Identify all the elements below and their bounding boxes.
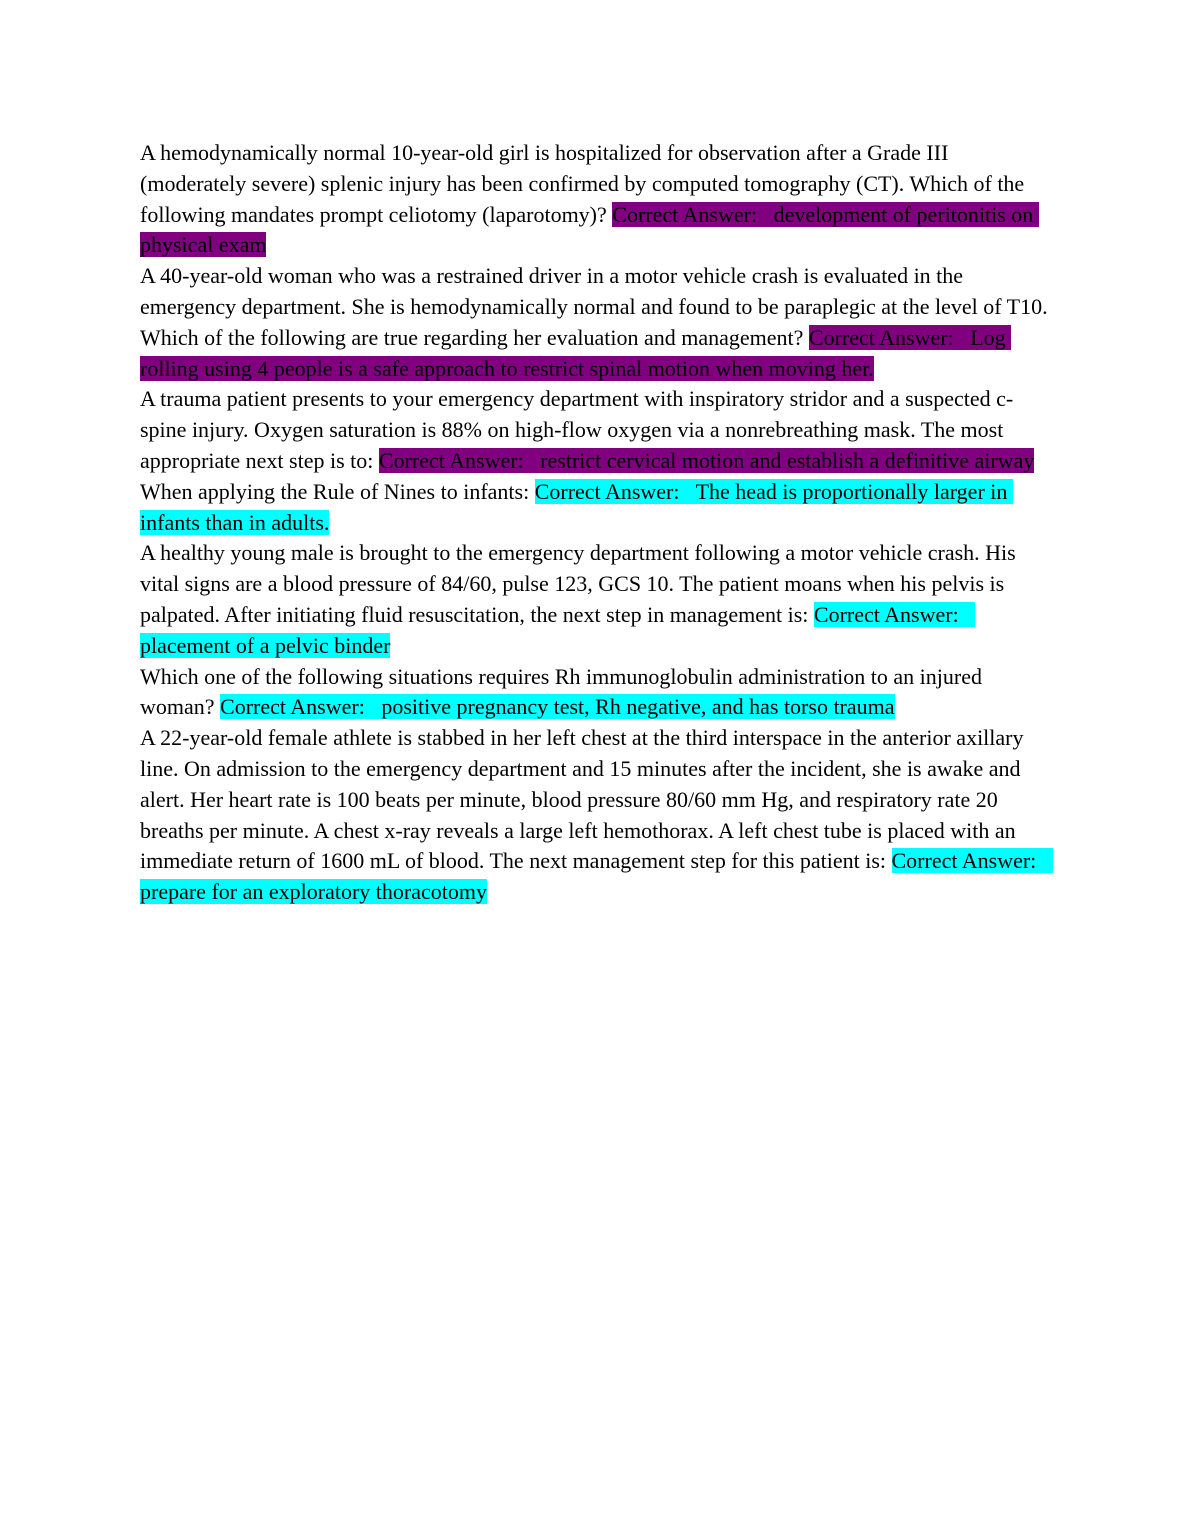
question-text-7: A 22-year-old female athlete is stabbed in her left chest at the third interspace in the anterior axillary line. On admission to the emergency department and 15 minutes after the incident, she is awake and alert. Her heart rate is 100 beats per minute, blood pressure 80/60 mm Hg, and respiratory rate 20 breaths per minute. A chest x-ray reveals a large left hemothorax. A left chest tube is placed with an immediate return of 1600 mL of blood. The next management step for this patient is: [140, 725, 1024, 874]
qa-item-4 [140, 477, 1055, 539]
correct-answer-7: Correct Answer: prepare for an exploratory thoracotomy [140, 848, 1053, 905]
correct-answer-6: Correct Answer: positive pregnancy test, Rh negative, and has torso trauma [220, 694, 895, 720]
qa-item-5 [140, 538, 1055, 661]
correct-answer-5: Correct Answer: placement of a pelvic binder [140, 601, 976, 658]
question-text-2: A 40-year-old woman who was a restrained driver in a motor vehicle crash is evaluated in the emergency department. She is hemodynamically normal and found to be paraplegic at the level of T10. Which of the following are true regarding her evaluation and management? [140, 263, 1048, 350]
question-text-1: A hemodynamically normal 10-year-old girl is hospitalized for observation after a Grade III (moderately severe) splenic injury has been confirmed by computed tomography (CT). Which of the following mandates prompt celiotomy (laparotomy)? [140, 140, 1025, 227]
question-text-6: Which one of the following situations requires Rh immunoglobulin administration to an injured woman? [140, 663, 982, 720]
qa-item-6 [140, 662, 1055, 724]
question-text-5: A healthy young male is brought to the emergency department following a motor vehicle crash. His vital signs are a blood pressure of 84/60, pulse 123, GCS 10. The patient moans when his pelvis is palpated. After initiating fluid resuscitation, the next step in management is: [140, 540, 1016, 627]
question-text-3: A trauma patient presents to your emergency department with inspiratory stridor and a suspected c-spine injury. Oxygen saturation is 88% on high-flow oxygen via a nonrebreathing mask. The most appropriate next step is to: [140, 386, 1014, 473]
qa-item-2 [140, 261, 1055, 384]
correct-answer-2: Correct Answer: Log rolling using 4 people is a safe approach to restrict spinal motion when moving her. [140, 324, 1012, 381]
correct-answer-1: Correct Answer: development of peritonitis on physical exam [140, 201, 1039, 258]
qa-item-1 [140, 138, 1055, 261]
correct-answer-4: Correct Answer: The head is proportionally larger in infants than in adults. [140, 478, 1013, 535]
qa-item-7 [140, 723, 1055, 908]
question-text-4: When applying the Rule of Nines to infants: [140, 478, 535, 504]
document-page [140, 138, 1055, 908]
qa-item-3 [140, 384, 1055, 476]
correct-answer-3: Correct Answer: restrict cervical motion and establish a definitive airway [378, 447, 1035, 473]
